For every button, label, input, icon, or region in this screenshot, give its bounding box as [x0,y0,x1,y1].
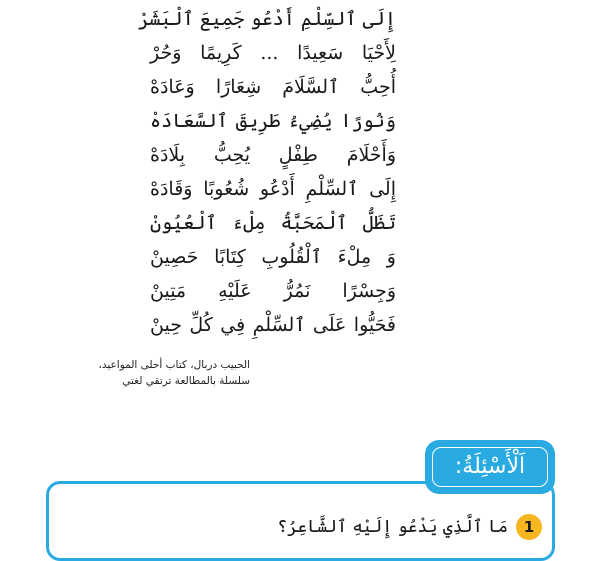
poem-line: أُحِبُّ ٱلسَّلَامَ شِعَارًا وَعَادَهْ [150,76,396,98]
question-number-badge: 1 [516,514,542,540]
poem-line: فَحَيُّوا عَلَى ٱلسِّلْمِ فِي كُلِّ حِينْ [150,314,396,336]
citation-series-line: سلسلة بالمطالعة ترتقي لغتي [122,375,250,387]
poem-line: وَنُورًا يُضِيءُ طَرِيقَ ٱلسَّعَادَهْ [150,110,396,132]
poem-line: وَأَحْلَامَ طِفْلٍ يُحِبُّ بِلَادَهْ [150,144,396,166]
poem-citation [90,357,250,389]
questions-heading-tab [425,440,555,494]
poem-line: لِأَحْيَا سَعِيدًا ... كَرِيمًا وَحُرْ [150,42,396,64]
questions-heading: اَلْأَسْئِلَةُ: [432,447,548,487]
poem-line: إِلَى ٱلسِّلْمِ أَدْعُو جَمِيعَ ٱلْبَشَرْ [138,8,396,30]
poem-line: إِلَى ٱلسِّلْمِ أَدْعُو شُعُوبًا وَقَادَهْ [150,178,396,200]
question-text: مَا ٱلَّذِي يَدْعُو إِلَيْهِ ٱلشَّاعِرُ؟ [277,517,508,537]
citation-author-line: الحبيب دربال، كتاب أحلى المواعيد، [98,359,250,371]
poem [138,2,396,342]
poem-line: وَ مِلْءَ ٱلْقُلُوبِ كِتَابًا حَصِينْ [150,246,396,268]
poem-line: وَجِسْرًا نَمُرُّ عَلَيْهِ مَتِينْ [150,280,396,302]
poem-line: تَظَلُّ ٱلْمَحَبَّةُ مِلْءَ ٱلْعُيُونْ [150,212,396,234]
